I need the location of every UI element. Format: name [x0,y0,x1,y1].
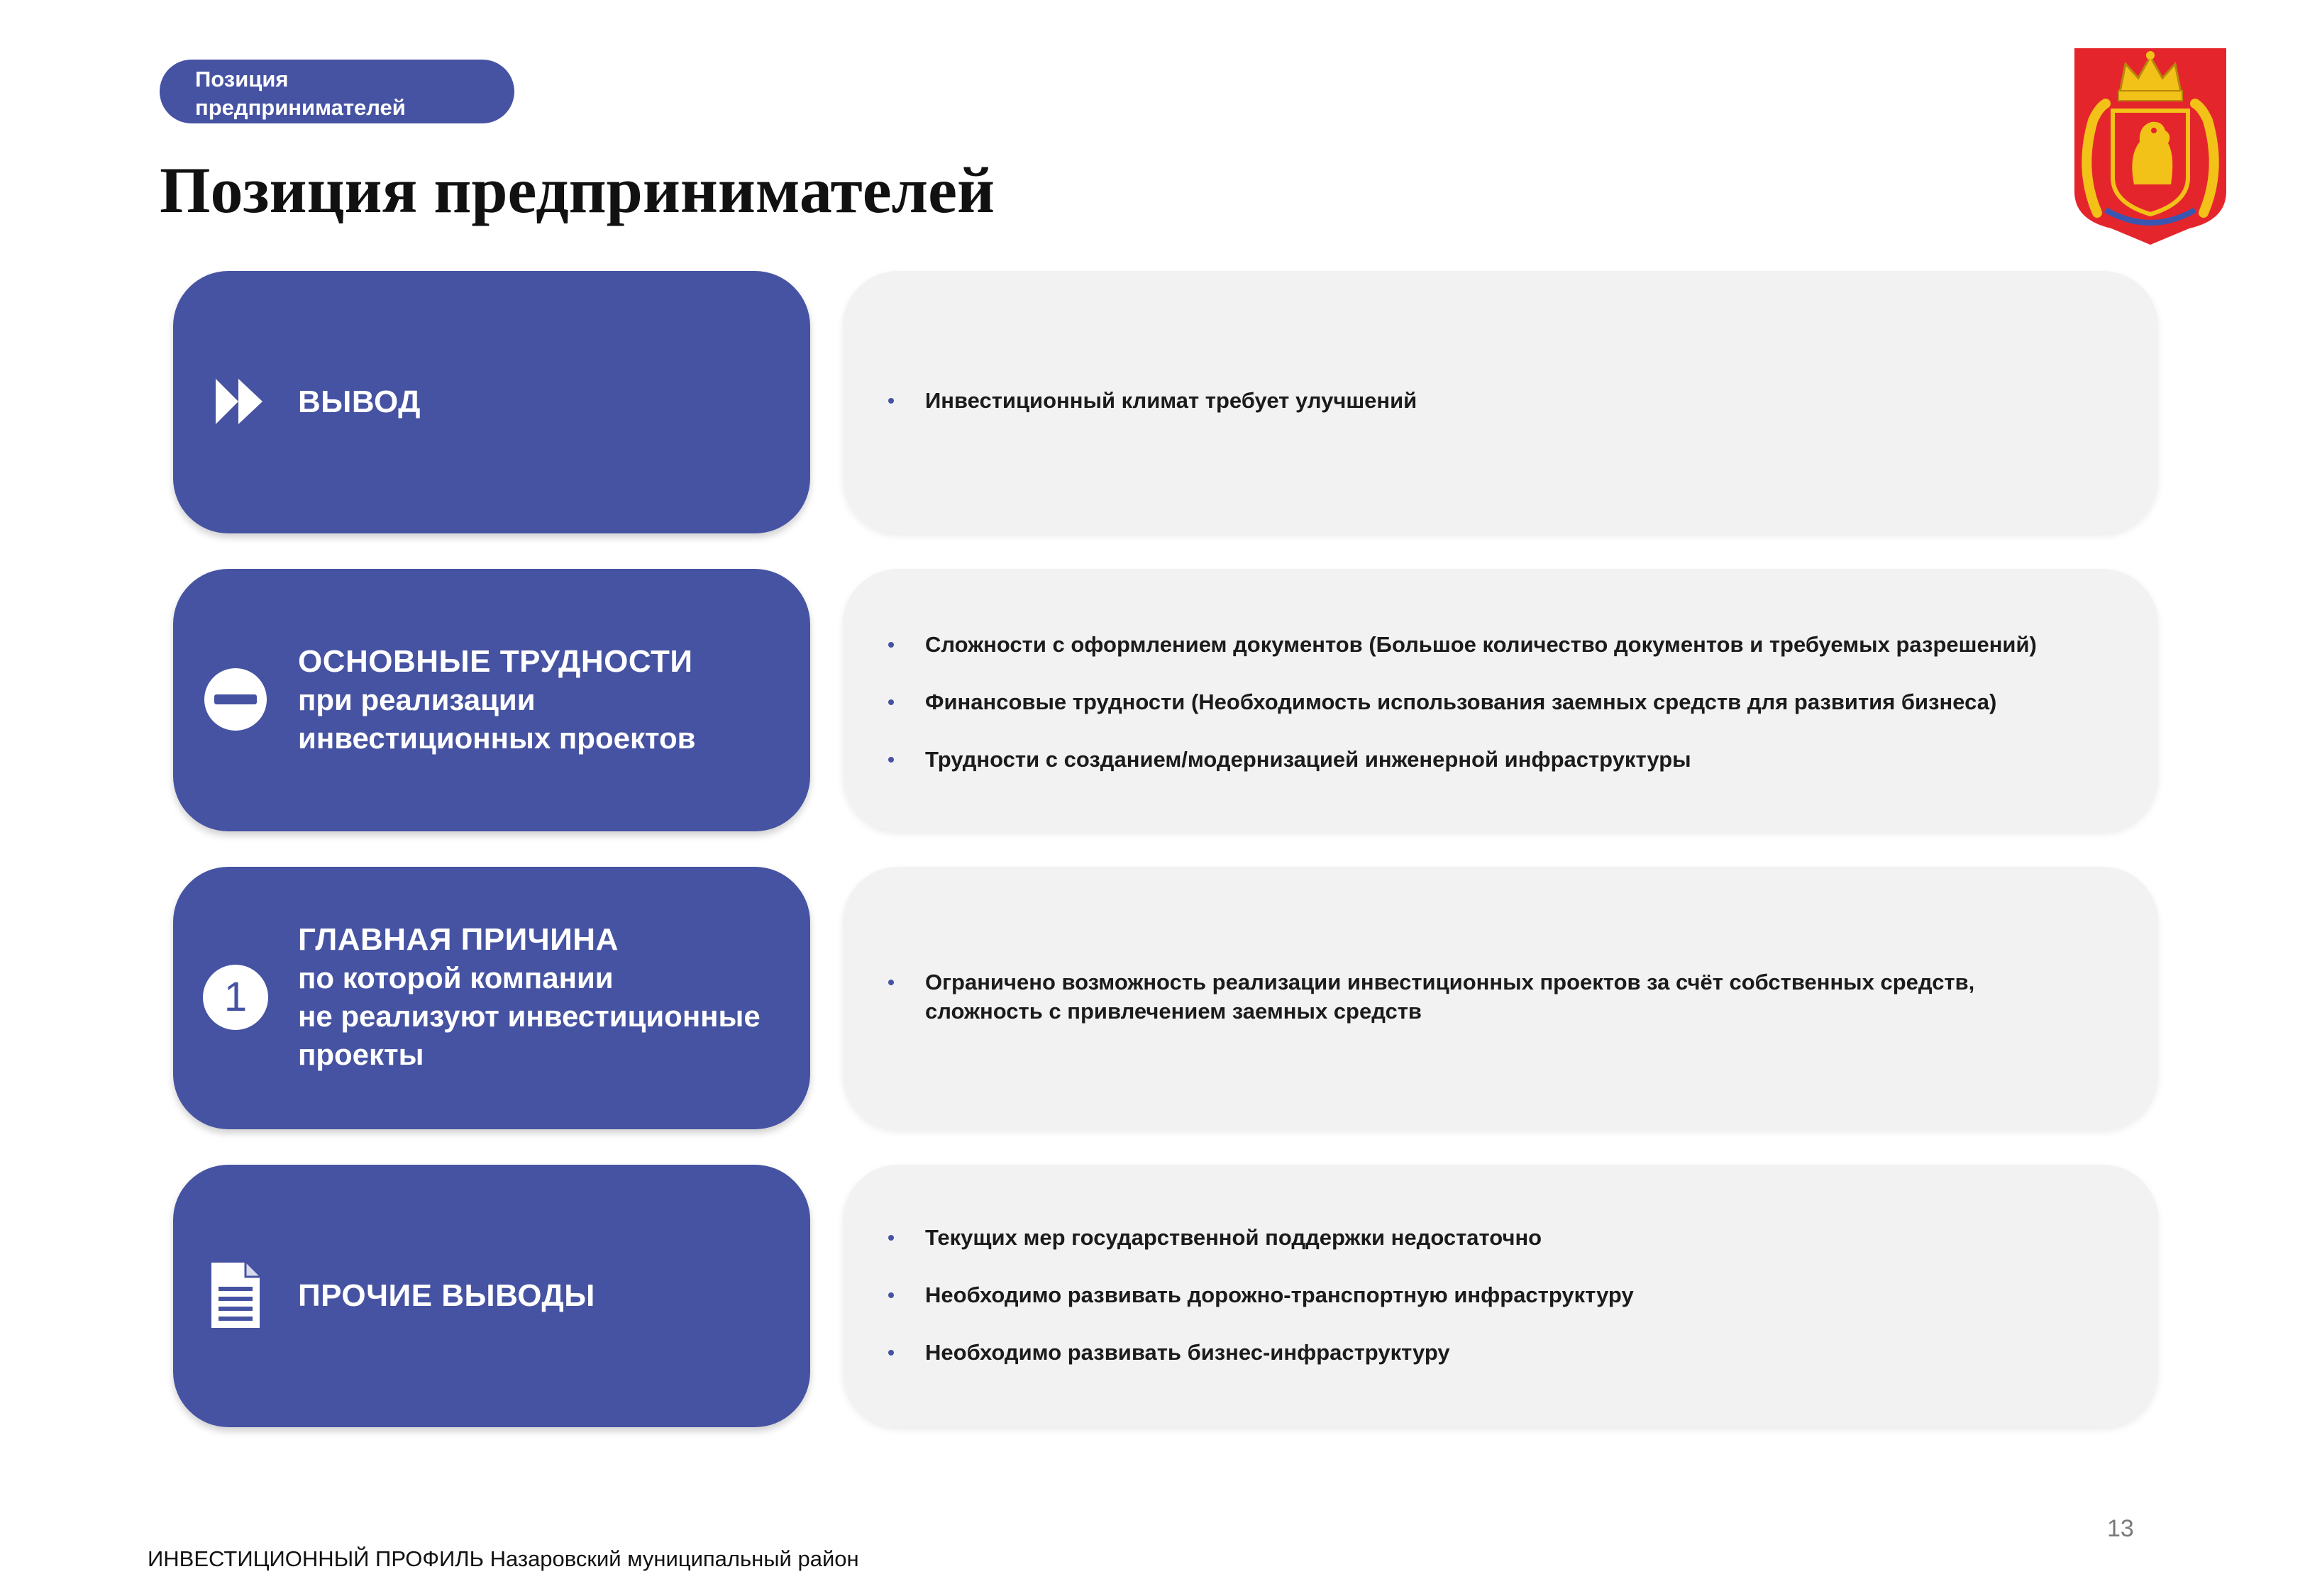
document-icon [209,1260,262,1331]
row-left-card [173,867,810,1129]
bullet-item: Инвестиционный климат требует улучшений [888,386,2101,415]
row-label [298,1277,595,1315]
row-label-line: инвестиционных проектов [298,721,696,755]
row-label [298,921,761,1074]
double-chevron-right-icon [213,376,267,427]
row-label-line: ВЫВОД [298,384,421,419]
row-label [298,643,695,758]
bullet-item: Трудности с созданием/модернизацией инженерной инфраструктуры [888,745,2101,774]
page-title: Позиция предпринимателей [160,154,995,226]
minus-circle-icon [203,667,268,732]
row-label-line: не реализуют инвестиционные [298,999,761,1033]
row-left-card [173,1165,810,1427]
row-label-line: ГЛАВНАЯ ПРИЧИНА [298,922,619,957]
row-label-line: ПРОЧИЕ ВЫВОДЫ [298,1278,595,1313]
krasnoyarsk-coat-of-arms-icon [2069,43,2232,247]
bullet-item: Ограничено возможность реализации инвестиционных проектов за счёт собственных средств, сложность с привлечением заемных средств [888,968,2016,1026]
row-label-line: ОСНОВНЫЕ ТРУДНОСТИ [298,644,693,679]
row-right-panel [843,569,2158,831]
page-number: 13 [2107,1515,2134,1542]
bullet-item: Сложности с оформлением документов (Большое количество документов и требуемых разрешений) [888,630,2101,659]
section-tag-line-1: Позиция [195,67,289,92]
row-label [298,383,421,421]
bullet-list [888,386,2101,443]
bullet-list [888,1223,2101,1395]
section-tag-line-2: предпринимателей [195,95,406,120]
footer-text: ИНВЕСТИЦИОННЫЙ ПРОФИЛЬ Назаровский муниципальный район [148,1546,859,1571]
bullet-list [888,968,2016,1054]
row-label-line: проекты [298,1038,424,1071]
number-one-circle-icon: 1 [203,965,268,1030]
row-left-card [173,569,810,831]
bullet-item: Текущих мер государственной поддержки недостаточно [888,1223,2101,1252]
bullet-item: Необходимо развивать бизнес-инфраструктуру [888,1338,2101,1367]
row-right-panel [843,271,2158,533]
row-label-line: по которой компании [298,961,614,994]
bullet-item: Необходимо развивать дорожно-транспортную инфраструктуру [888,1280,2101,1309]
row-left-card [173,271,810,533]
row-right-panel [843,1165,2158,1427]
row-right-panel [843,867,2158,1129]
bullet-item: Финансовые трудности (Необходимость использования заемных средств для развития бизнеса) [888,687,2101,716]
bullet-list [888,630,2101,802]
row-label-line: при реализации [298,683,536,716]
section-tag [160,60,514,123]
